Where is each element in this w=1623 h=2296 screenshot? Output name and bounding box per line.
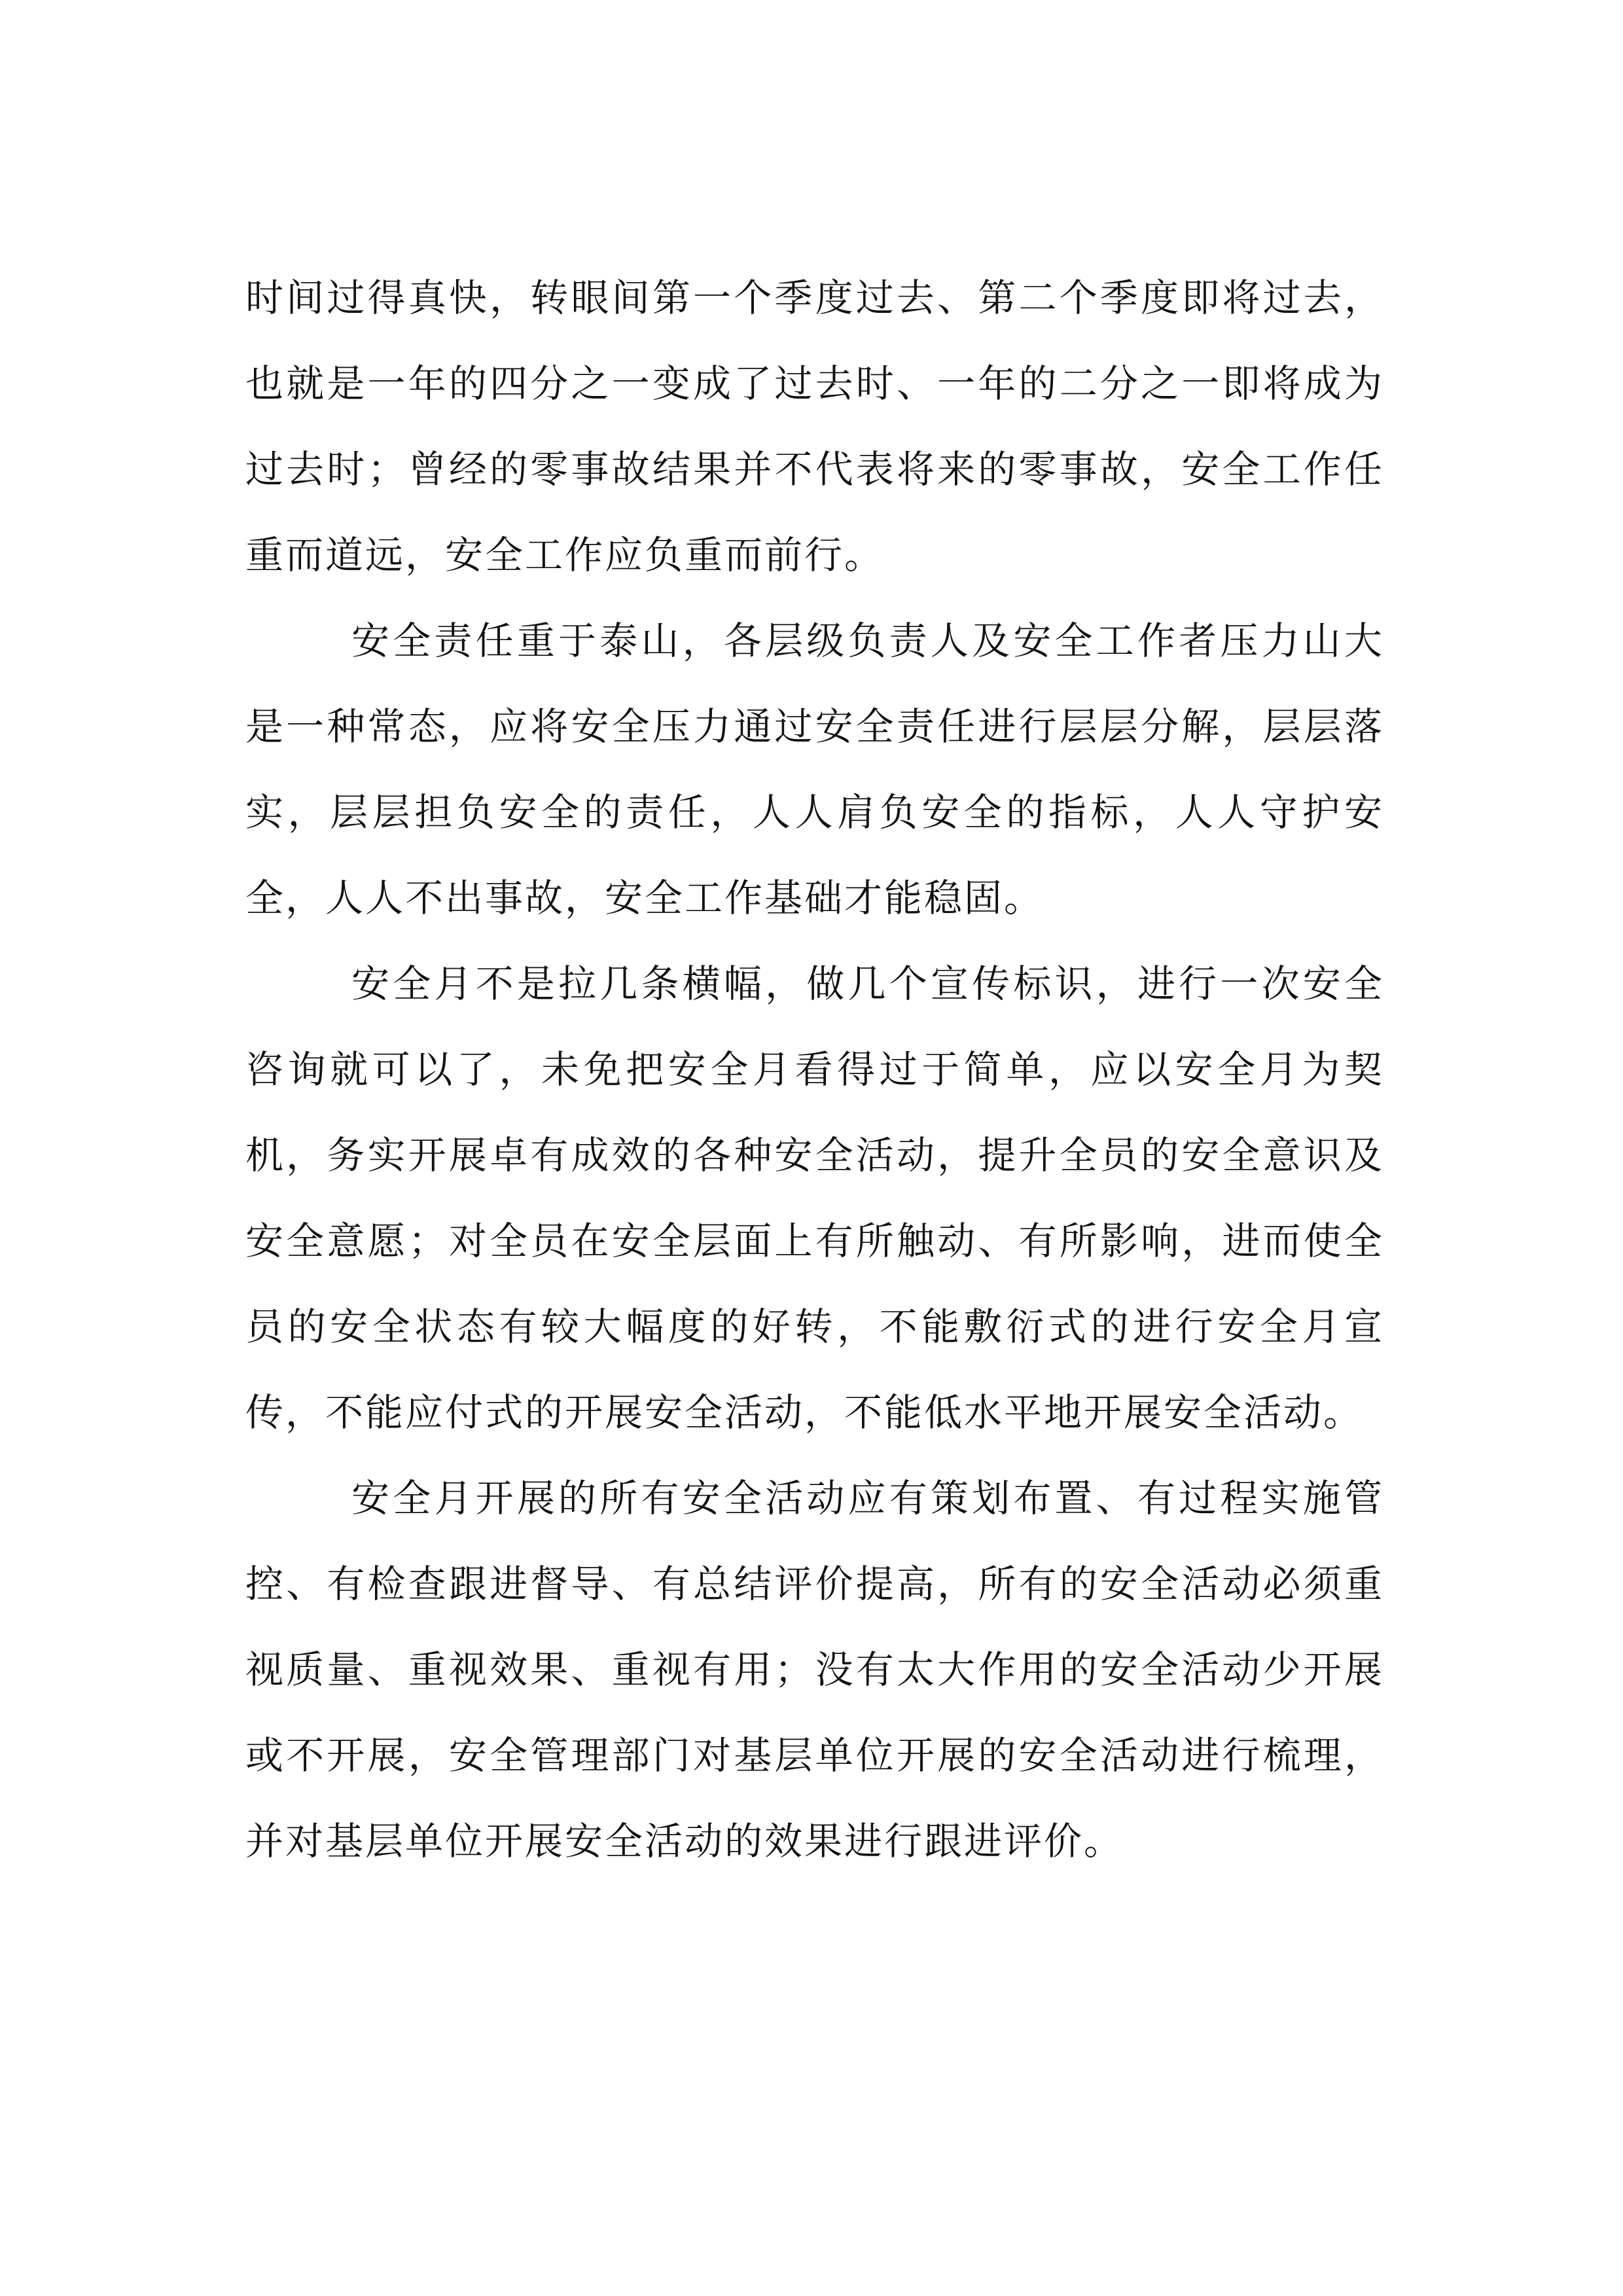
paragraph-2: 安全责任重于泰山，各层级负责人及安全工作者压力山大是一种常态，应将安全压力通过安全责任进行层层分解，层层落实，层层担负安全的责任，人人肩负安全的指标，人人守护安全，人人不出事故，安全工作基础才能稳固。 <box>245 619 1384 920</box>
document-body <box>245 255 1384 1884</box>
paragraph-3: 安全月不是拉几条横幅，做几个宣传标识，进行一次安全咨询就可以了，未免把安全月看得过于简单，应以安全月为契机，务实开展卓有成效的各种安全活动，提升全员的安全意识及安全意愿；对全员在安全层面上有所触动、有所影响，进而使全员的安全状态有较大幅度的好转，不能敷衍式的进行安全月宣传，不能应付式的开展安全活动，不能低水平地开展安全活动。 <box>245 961 1384 1435</box>
paragraph-1: 时间过得真快，转眼间第一个季度过去、第二个季度即将过去，也就是一年的四分之一变成了过去时、一年的二分之一即将成为过去时；曾经的零事故结果并不代表将来的零事故，安全工作任重而道远，安全工作应负重而前行。 <box>245 276 1384 577</box>
paragraph-4: 安全月开展的所有安全活动应有策划布置、有过程实施管控、有检查跟进督导、有总结评价提高，所有的安全活动必须重视质量、重视效果、重视有用；没有太大作用的安全活动少开展或不开展，安全管理部门对基层单位开展的安全活动进行梳理，并对基层单位开展安全活动的效果进行跟进评价。 <box>245 1476 1384 1863</box>
